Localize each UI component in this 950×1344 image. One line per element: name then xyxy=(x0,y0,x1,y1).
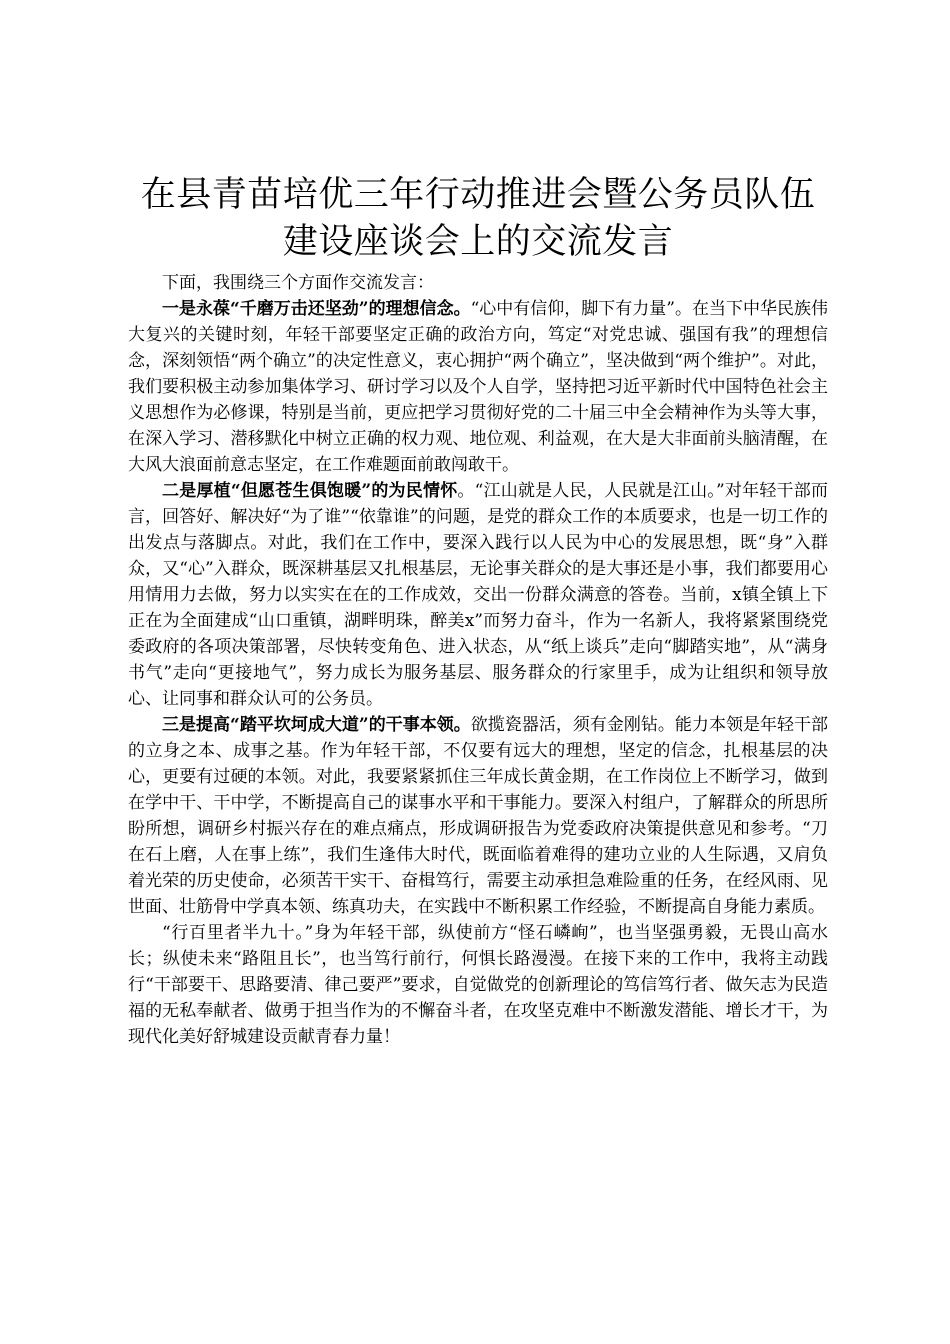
intro-paragraph: 下面，我围绕三个方面作交流发言： xyxy=(162,273,434,293)
section-2-paragraph xyxy=(128,478,828,712)
section-3-paragraph xyxy=(128,712,828,920)
document-title: 在县青苗培优三年行动推进会暨公务员队伍建设座谈会上的交流发言 xyxy=(140,175,816,262)
section-1-body: “心中有信仰，脚下有力量”。在当下中华民族伟大复兴的关键时刻，年轻干部要坚定正确的政治方向，笃定“对党忠诚、强国有我”的理想信念，深刻领悟“两个确立”的决定性意义，衷心拥护“两个确立”，坚决做到“两个维护”。对此，我们要积极主动参加集体学习、研讨学习以及个人自学，坚持把习近平新时代中国特色社会主义思想作为必修课，特别是当前，更应把学习贯彻好党的二十届三中全会精神作为头等大事，在深入学习、潜移默化中树立正确的权力观、地位观、利益观，在大是大非面前头脑清醒，在大风大浪面前意志坚定，在工作难题面前敢闯敢干。 xyxy=(128,299,828,475)
section-1-paragraph xyxy=(128,296,828,478)
section-2-lead: 二是厚植“但愿苍生俱饱暖”的为民情怀 xyxy=(162,481,458,501)
section-3-lead: 三是提高“踏平坎坷成大道”的干事本领。 xyxy=(162,715,471,735)
section-2-body: 。“江山就是人民，人民就是江山。”对年轻干部而言，回答好、解决好“为了谁”“依靠谁”的问题，是党的群众工作的本质要求，也是一切工作的出发点与落脚点。对此，我们在工作中，要深入践行以人民为中心的发展思想，既“身”入群众，又“心”入群众，既深耕基层又扎根基层，无论事关群众的是大事还是小事，我们都要用心用情用力去做，努力以实实在在的工作成效，交出一份群众满意的答卷。当前，x镇全镇上下正在为全面建成“山口重镇，湖畔明珠，醉美x”而努力奋斗，作为一名新人，我将紧紧围绕党委政府的各项决策部署，尽快转变角色、进入状态，从“纸上谈兵”走向“脚踏实地”，从“满身书气”走向“更接地气”，努力成长为服务基层、服务群众的行家里手，成为让组织和领导放心、让同事和群众认可的公务员。 xyxy=(128,481,828,709)
section-1-lead: 一是永葆“千磨万击还坚劲”的理想信念。 xyxy=(162,299,471,319)
document-page xyxy=(128,172,828,1050)
closing-paragraph: “行百里者半九十。”身为年轻干部，纵使前方“怪石嶙峋”，也当坚强勇毅，无畏山高水长；纵使未来“路阻且长”，也当笃行前行，何惧长路漫漫。在接下来的工作中，我将主动践行“干部要干、思路要清、律己要严”要求，自觉做党的创新理论的笃信笃行者、做矢志为民造福的无私奉献者、做勇于担当作为的不懈奋斗者，在攻坚克难中不断激发潜能、增长才干，为现代化美好舒城建设贡献青春力量！ xyxy=(128,923,828,1047)
section-3-body: 欲揽瓷器活，须有金刚钻。能力本领是年轻干部的立身之本、成事之基。作为年轻干部，不仅要有远大的理想，坚定的信念，扎根基层的决心，更要有过硬的本领。对此，我要紧紧抓住三年成长黄金期，在工作岗位上不断学习，做到在学中干、干中学，不断提高自己的谋事水平和干事能力。要深入村组户，了解群众的所思所盼所想，调研乡村振兴存在的难点痛点，形成调研报告为党委政府决策提供意见和参考。“刀在石上磨，人在事上练”，我们生逢伟大时代，既面临着难得的建功立业的人生际遇，又肩负着光荣的历史使命，必须苦干实干、奋楫笃行，需要主动承担急难险重的任务，在经风雨、见世面、壮筋骨中学真本领、练真功夫，在实践中不断积累工作经验，不断提高自身能力素质。 xyxy=(128,715,829,917)
